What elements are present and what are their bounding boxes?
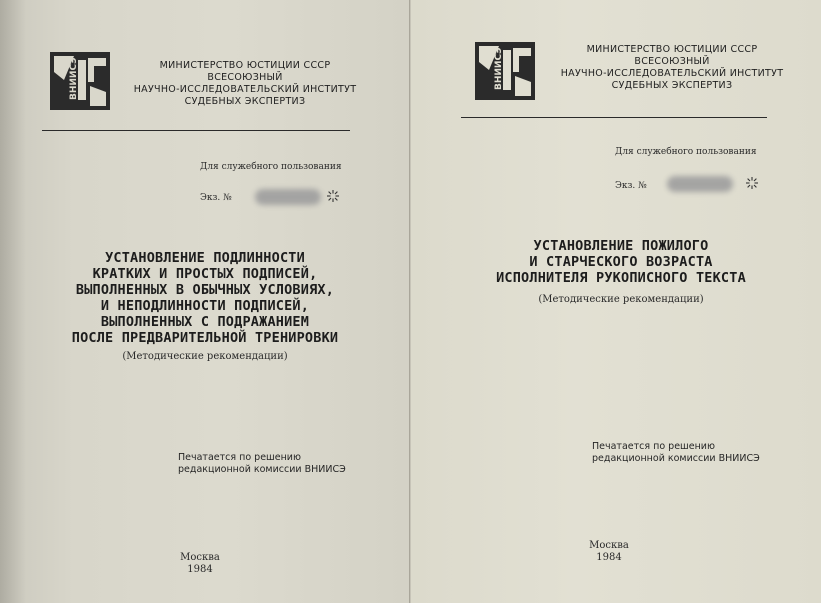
title-line-5: ВЫПОЛНЕННЫХ С ПОДРАЖАНИЕМ (100, 314, 310, 330)
institute-line-3: СУДЕБНЫХ ЭКСПЕРТИЗ (611, 80, 733, 91)
svg-text:ВНИИСЭ: ВНИИСЭ (69, 57, 79, 100)
copy-number-label: Экз. № (615, 181, 647, 191)
imprint-year: 1984 (187, 564, 213, 575)
title-line-4: И НЕПОДЛИННОСТИ ПОДПИСЕЙ, (100, 298, 310, 314)
title-line-2: КРАТКИХ И ПРОСТЫХ ПОДПИСЕЙ, (92, 266, 318, 282)
redacted-copy-number (667, 176, 733, 192)
approval-line-1: Печатается по решению (178, 452, 301, 463)
brochure-title (451, 238, 791, 286)
approval-line-1: Печатается по решению (592, 441, 715, 452)
institute-header (547, 44, 797, 92)
title-line-1: УСТАНОВЛЕНИЕ ПОДЛИННОСТИ (105, 250, 305, 266)
brochure-subtitle: (Методические рекомендации) (538, 294, 704, 305)
institute-header (120, 60, 370, 108)
imprint-city: Москва (589, 540, 629, 551)
publication-approval (592, 441, 760, 465)
ministry-name: МИНИСТЕРСТВО ЮСТИЦИИ СССР (159, 60, 331, 71)
asterisk-stamp-icon (745, 176, 759, 190)
institute-line-3: СУДЕБНЫХ ЭКСПЕРТИЗ (184, 96, 306, 107)
restricted-use-label: Для служебного пользования (200, 162, 342, 172)
institute-line-2: НАУЧНО-ИССЛЕДОВАТЕЛЬСКИЙ ИНСТИТУТ (133, 84, 357, 95)
title-line-3: ИСПОЛНИТЕЛЯ РУКОПИСНОГО ТЕКСТА (496, 270, 746, 286)
vniise-emblem-icon (475, 42, 535, 100)
copy-number-label: Экз. № (200, 193, 232, 203)
redacted-copy-number (255, 189, 321, 205)
header-divider (461, 117, 767, 118)
vniise-emblem-icon (50, 52, 110, 110)
imprint (579, 540, 639, 564)
imprint (170, 552, 230, 576)
publication-approval (178, 452, 346, 476)
left-brochure-cover (0, 0, 410, 603)
asterisk-stamp-icon (326, 189, 340, 203)
title-line-3: ВЫПОЛНЕННЫХ В ОБЫЧНЫХ УСЛОВИЯХ, (75, 282, 335, 298)
restricted-use-label: Для служебного пользования (615, 147, 757, 157)
right-brochure-cover (411, 0, 821, 603)
ministry-name: МИНИСТЕРСТВО ЮСТИЦИИ СССР (586, 44, 758, 55)
header-divider (42, 130, 350, 131)
institute-line-1: ВСЕСОЮЗНЫЙ (634, 56, 710, 67)
brochure-subtitle: (Методические рекомендации) (122, 351, 288, 362)
imprint-city: Москва (180, 552, 220, 563)
title-line-1: УСТАНОВЛЕНИЕ ПОЖИЛОГО (533, 238, 709, 254)
imprint-year: 1984 (596, 552, 622, 563)
svg-text:ВНИИСЭ: ВНИИСЭ (494, 47, 504, 90)
brochure-title (20, 250, 390, 346)
title-line-2: И СТАРЧЕСКОГО ВОЗРАСТА (529, 254, 713, 270)
institute-line-2: НАУЧНО-ИССЛЕДОВАТЕЛЬСКИЙ ИНСТИТУТ (560, 68, 784, 79)
institute-line-1: ВСЕСОЮЗНЫЙ (207, 72, 283, 83)
title-line-6: ПОСЛЕ ПРЕДВАРИТЕЛЬНОЙ ТРЕНИРОВКИ (71, 330, 339, 346)
approval-line-2: редакционной комиссии ВНИИСЭ (178, 464, 346, 475)
approval-line-2: редакционной комиссии ВНИИСЭ (592, 453, 760, 464)
